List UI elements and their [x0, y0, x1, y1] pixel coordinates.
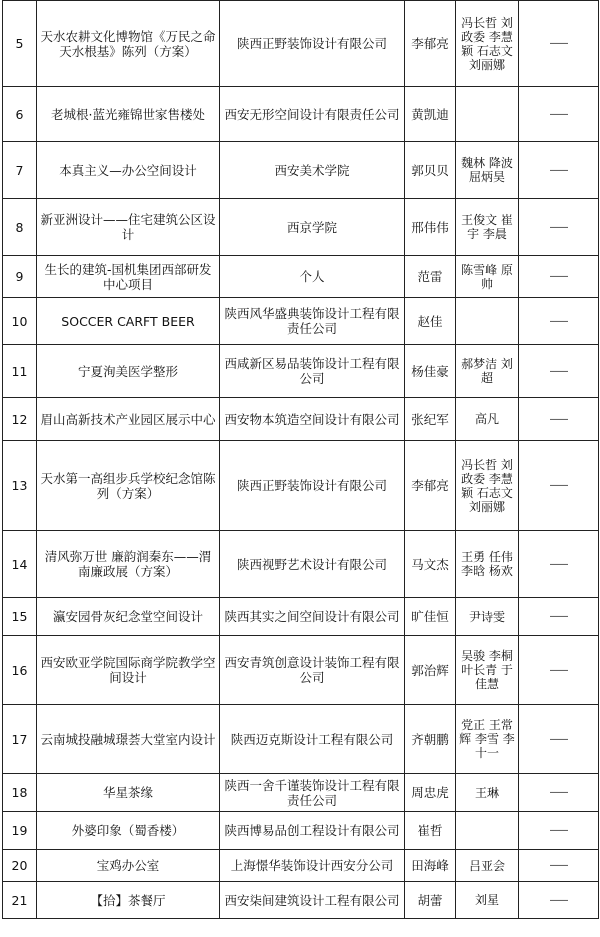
project-name-cell: 【拾】茶餐厅: [37, 882, 220, 919]
remark-cell: ——: [519, 774, 599, 812]
table-row: [3, 87, 599, 142]
table-row: [3, 882, 599, 919]
row-number-cell: 17: [3, 705, 37, 774]
lead-designer-cell: 范雷: [405, 256, 456, 298]
project-name-cell: 瀛安园骨灰纪念堂空间设计: [37, 598, 220, 636]
company-name-cell: 陕西迈克斯设计工程有限公司: [220, 705, 405, 774]
table-row: [3, 636, 599, 705]
lead-designer-cell: 崔哲: [405, 812, 456, 850]
row-number-cell: 11: [3, 345, 37, 398]
project-name-cell: 新亚洲设计——住宅建筑公区设计: [37, 199, 220, 256]
team-members-cell: 吕亚会: [456, 850, 519, 882]
team-members-cell: 冯长哲 刘政委 李慧颖 石志文 刘丽娜: [456, 441, 519, 531]
company-name-cell: 西京学院: [220, 199, 405, 256]
team-members-cell: 吴骏 李桐 叶长青 于佳慧: [456, 636, 519, 705]
table-row: [3, 705, 599, 774]
remark-cell: ——: [519, 850, 599, 882]
lead-designer-cell: 黄凯迪: [405, 87, 456, 142]
company-name-cell: 西安青筑创意设计装饰工程有限公司: [220, 636, 405, 705]
lead-designer-cell: 张纪军: [405, 398, 456, 441]
lead-designer-cell: 李郁亮: [405, 1, 456, 87]
team-members-cell: 王俊文 崔宇 李晨: [456, 199, 519, 256]
project-name-cell: 华星茶缘: [37, 774, 220, 812]
project-name-cell: 眉山高新技术产业园区展示中心: [37, 398, 220, 441]
lead-designer-cell: 郭贝贝: [405, 142, 456, 199]
row-number-cell: 7: [3, 142, 37, 199]
company-name-cell: 西安物本筑造空间设计有限公司: [220, 398, 405, 441]
lead-designer-cell: 胡蕾: [405, 882, 456, 919]
row-number-cell: 12: [3, 398, 37, 441]
table-row: [3, 199, 599, 256]
project-name-cell: 天水农耕文化博物馆《万民之命 天水根基》陈列（方案）: [37, 1, 220, 87]
table-row: [3, 774, 599, 812]
remark-cell: ——: [519, 1, 599, 87]
lead-designer-cell: 郭治辉: [405, 636, 456, 705]
row-number-cell: 18: [3, 774, 37, 812]
table-row: [3, 531, 599, 598]
company-name-cell: 陕西正野装饰设计有限公司: [220, 1, 405, 87]
remark-cell: ——: [519, 531, 599, 598]
company-name-cell: 西安柒间建筑设计工程有限公司: [220, 882, 405, 919]
lead-designer-cell: 邢伟伟: [405, 199, 456, 256]
remark-cell: ——: [519, 298, 599, 345]
row-number-cell: 14: [3, 531, 37, 598]
project-name-cell: 外婆印象（蜀香楼）: [37, 812, 220, 850]
lead-designer-cell: 杨佳豪: [405, 345, 456, 398]
company-name-cell: 陕西风华盛典装饰设计工程有限责任公司: [220, 298, 405, 345]
remark-cell: ——: [519, 398, 599, 441]
remark-cell: ——: [519, 199, 599, 256]
team-members-cell: 王勇 任伟 李晗 杨欢: [456, 531, 519, 598]
award-table: [2, 0, 599, 919]
row-number-cell: 20: [3, 850, 37, 882]
team-members-cell: [456, 87, 519, 142]
table-row: [3, 298, 599, 345]
remark-cell: ——: [519, 882, 599, 919]
project-name-cell: 宁夏洵美医学整形: [37, 345, 220, 398]
remark-cell: ——: [519, 636, 599, 705]
team-members-cell: [456, 298, 519, 345]
project-name-cell: 西安欧亚学院国际商学院教学空间设计: [37, 636, 220, 705]
row-number-cell: 8: [3, 199, 37, 256]
lead-designer-cell: 周忠虎: [405, 774, 456, 812]
row-number-cell: 13: [3, 441, 37, 531]
remark-cell: ——: [519, 598, 599, 636]
table-body: [3, 1, 599, 919]
company-name-cell: 西咸新区易品装饰设计工程有限公司: [220, 345, 405, 398]
remark-cell: ——: [519, 256, 599, 298]
team-members-cell: 冯长哲 刘政委 李慧颖 石志文 刘丽娜: [456, 1, 519, 87]
lead-designer-cell: 田海峰: [405, 850, 456, 882]
row-number-cell: 10: [3, 298, 37, 345]
row-number-cell: 21: [3, 882, 37, 919]
lead-designer-cell: 赵佳: [405, 298, 456, 345]
remark-cell: ——: [519, 87, 599, 142]
remark-cell: ——: [519, 345, 599, 398]
team-members-cell: 刘星: [456, 882, 519, 919]
row-number-cell: 9: [3, 256, 37, 298]
lead-designer-cell: 旷佳恒: [405, 598, 456, 636]
team-members-cell: 高凡: [456, 398, 519, 441]
row-number-cell: 15: [3, 598, 37, 636]
row-number-cell: 5: [3, 1, 37, 87]
team-members-cell: 陈雪峰 原帅: [456, 256, 519, 298]
row-number-cell: 16: [3, 636, 37, 705]
company-name-cell: 陕西博易品创工程设计有限公司: [220, 812, 405, 850]
company-name-cell: 上海憬华装饰设计西安分公司: [220, 850, 405, 882]
project-name-cell: 天水第一高组步兵学校纪念馆陈列（方案）: [37, 441, 220, 531]
table-row: [3, 1, 599, 87]
company-name-cell: 陕西正野装饰设计有限公司: [220, 441, 405, 531]
project-name-cell: SOCCER CARFT BEER: [37, 298, 220, 345]
lead-designer-cell: 齐朝鹏: [405, 705, 456, 774]
row-number-cell: 6: [3, 87, 37, 142]
table-row: [3, 441, 599, 531]
table-row: [3, 598, 599, 636]
company-name-cell: 西安无形空间设计有限责任公司: [220, 87, 405, 142]
company-name-cell: 西安美术学院: [220, 142, 405, 199]
table-row: [3, 345, 599, 398]
team-members-cell: 王琳: [456, 774, 519, 812]
company-name-cell: 陕西视野艺术设计有限公司: [220, 531, 405, 598]
lead-designer-cell: 马文杰: [405, 531, 456, 598]
project-name-cell: 宝鸡办公室: [37, 850, 220, 882]
team-members-cell: 魏林 降波 屈炳昊: [456, 142, 519, 199]
remark-cell: ——: [519, 441, 599, 531]
remark-cell: ——: [519, 812, 599, 850]
project-name-cell: 生长的建筑-国机集团西部研发中心项目: [37, 256, 220, 298]
project-name-cell: 老城根·蓝光雍锦世家售楼处: [37, 87, 220, 142]
company-name-cell: 个人: [220, 256, 405, 298]
team-members-cell: 郝梦洁 刘超: [456, 345, 519, 398]
table-row: [3, 812, 599, 850]
team-members-cell: 尹诗雯: [456, 598, 519, 636]
project-name-cell: 云南城投融城璟荟大堂室内设计: [37, 705, 220, 774]
table-row: [3, 142, 599, 199]
table-row: [3, 256, 599, 298]
team-members-cell: 党正 王常辉 李雪 李十一: [456, 705, 519, 774]
remark-cell: ——: [519, 705, 599, 774]
table-row: [3, 398, 599, 441]
company-name-cell: 陕西其实之间空间设计有限公司: [220, 598, 405, 636]
lead-designer-cell: 李郁亮: [405, 441, 456, 531]
table-row: [3, 850, 599, 882]
row-number-cell: 19: [3, 812, 37, 850]
project-name-cell: 清风弥万世 廉韵润秦东——渭南廉政展（方案）: [37, 531, 220, 598]
team-members-cell: [456, 812, 519, 850]
remark-cell: ——: [519, 142, 599, 199]
company-name-cell: 陕西一舍千谨装饰设计工程有限责任公司: [220, 774, 405, 812]
project-name-cell: 本真主义—办公空间设计: [37, 142, 220, 199]
